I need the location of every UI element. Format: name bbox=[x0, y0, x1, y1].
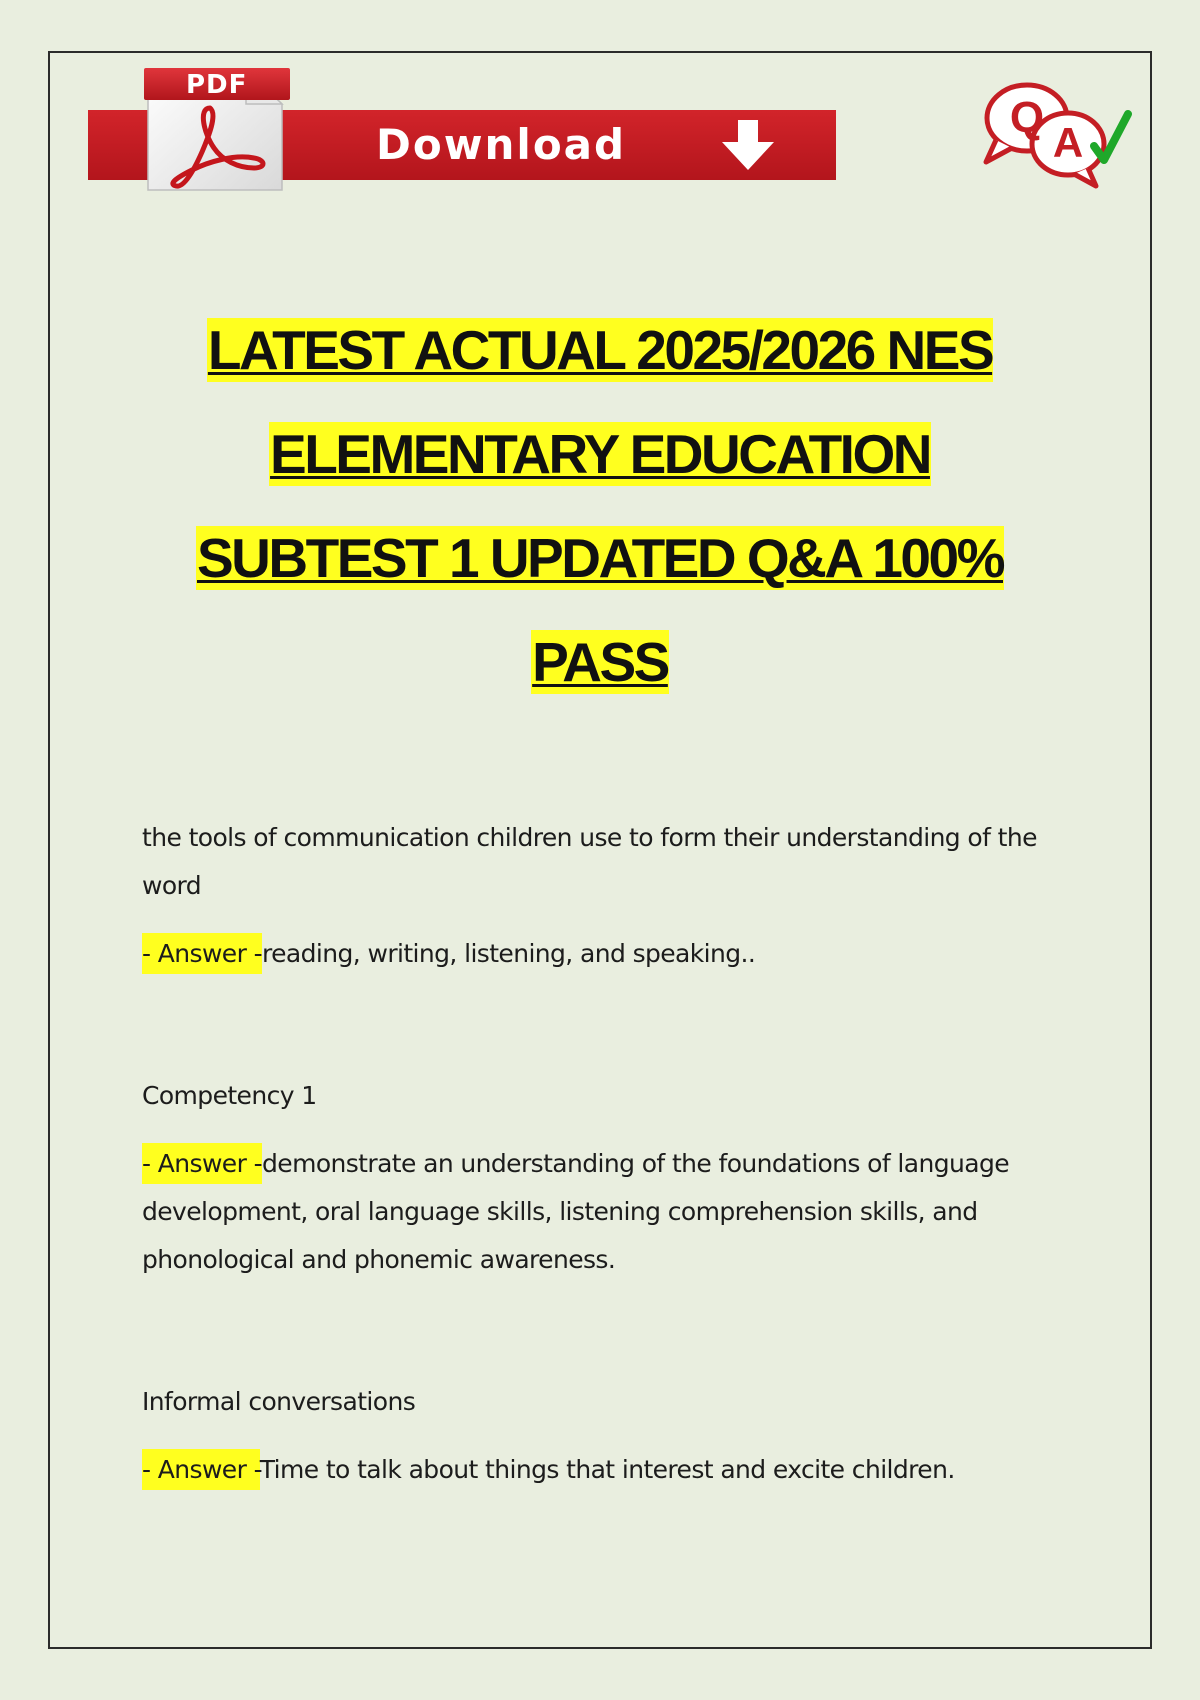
answer bbox=[142, 930, 1082, 978]
title-line bbox=[60, 630, 1140, 734]
title-line bbox=[60, 422, 1140, 526]
pdf-file-icon bbox=[138, 64, 288, 192]
q-letter: Q bbox=[1009, 93, 1045, 142]
title-line bbox=[60, 526, 1140, 630]
download-label[interactable]: Download bbox=[376, 120, 627, 169]
answer bbox=[142, 1140, 1082, 1284]
answer bbox=[142, 1446, 1082, 1494]
document-title bbox=[60, 318, 1140, 734]
question-text: Informal conversations bbox=[142, 1387, 416, 1416]
pdf-tab-label: PDF bbox=[186, 70, 248, 100]
title-line bbox=[60, 318, 1140, 422]
title-line-text: SUBTEST 1 UPDATED Q&A 100% bbox=[196, 527, 1003, 589]
answer-text: Time to talk about things that interest and excite children. bbox=[259, 1455, 955, 1484]
pdf-download-banner[interactable] bbox=[88, 62, 836, 192]
answer-text: reading, writing, listening, and speaking.. bbox=[262, 939, 756, 968]
qa-item bbox=[142, 1072, 1082, 1284]
question-text: the tools of communication children use to form their understanding of the word bbox=[142, 823, 1037, 900]
pdf-tab bbox=[144, 68, 290, 100]
answer-prefix: - Answer - bbox=[142, 1143, 262, 1184]
download-arrow-icon[interactable] bbox=[718, 118, 778, 172]
answer-text: demonstrate an understanding of the foundations of language development, oral language skills, listening comprehension skills, and phonological and phonemic awareness. bbox=[142, 1149, 1010, 1274]
a-letter: A bbox=[1052, 119, 1084, 166]
title-line-text: ELEMENTARY EDUCATION bbox=[270, 423, 930, 485]
title-line-text: PASS bbox=[532, 631, 668, 693]
qa-item bbox=[142, 1378, 1082, 1494]
title-line-text: LATEST ACTUAL 2025/2026 NES bbox=[207, 319, 993, 381]
question-text: Competency 1 bbox=[142, 1081, 317, 1110]
qa-item bbox=[142, 814, 1082, 978]
qa-logo bbox=[978, 80, 1136, 190]
answer-prefix: - Answer - bbox=[142, 1449, 260, 1490]
answer-prefix: - Answer - bbox=[142, 933, 262, 974]
